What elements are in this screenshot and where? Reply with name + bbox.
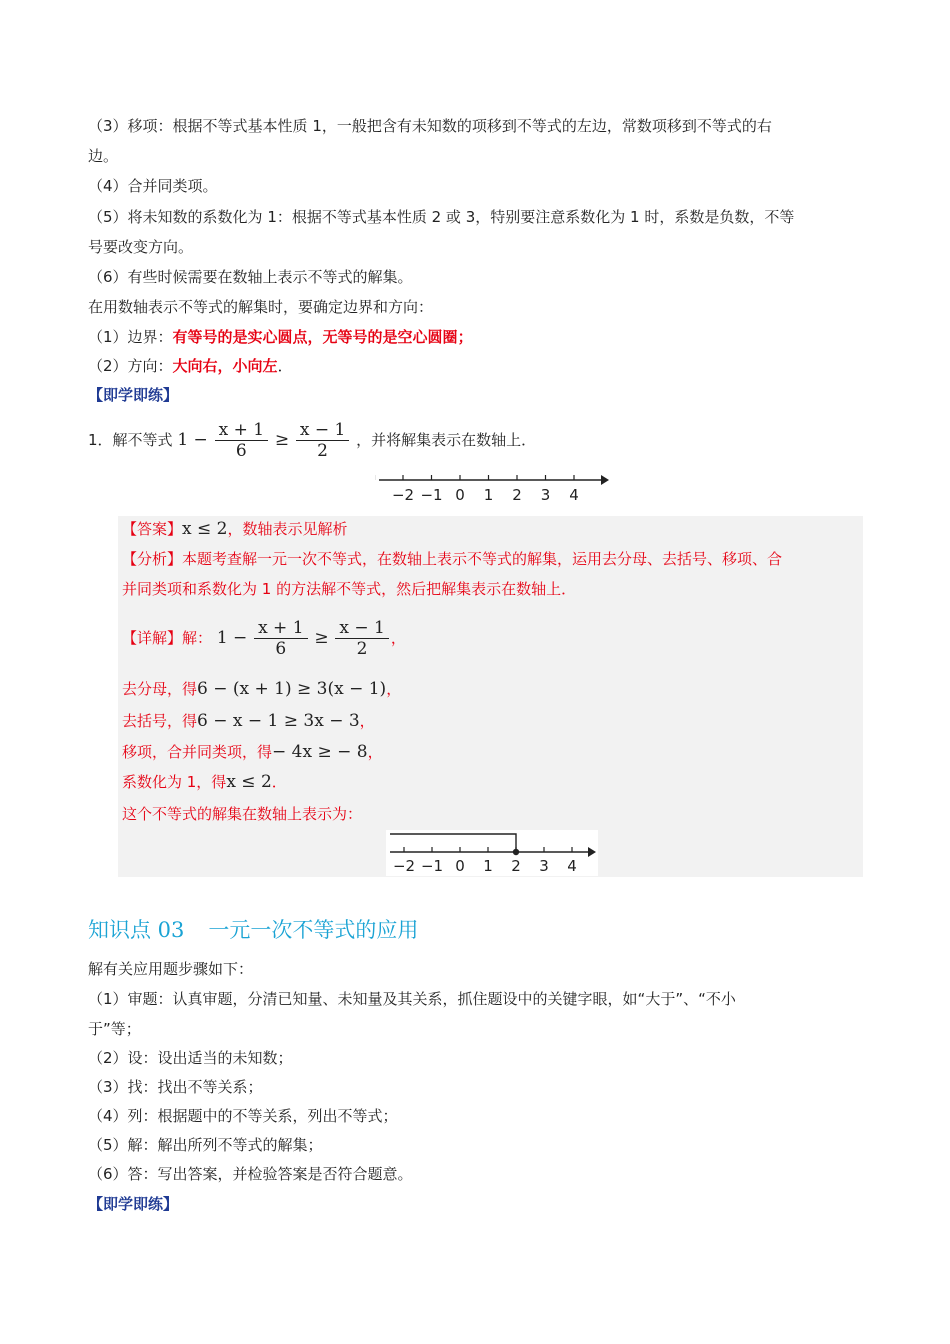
practice-label-2: 【即学即练】 xyxy=(88,1195,179,1213)
answer-tag: 【答案】 xyxy=(122,520,183,538)
boundary-label: （1）边界： xyxy=(88,328,173,346)
fraction-numerator: x + 1 xyxy=(215,420,268,441)
direction-rule xyxy=(88,352,868,380)
step-2-math: 6 − x − 1 ≥ 3x − 3 xyxy=(197,711,360,731)
result-text: 这个不等式的解集在数轴上表示为： xyxy=(122,805,363,823)
axis-tick-label: 3 xyxy=(539,857,549,875)
step-1-end: ， xyxy=(386,680,402,698)
app-step-6: （6）答：写出答案，并检验答案是否符合题意。 xyxy=(88,1165,413,1183)
step-1-text: 去分母，得 xyxy=(122,680,198,698)
detail-line xyxy=(122,616,902,660)
question-ge: ≥ xyxy=(274,430,290,450)
question-fraction-1 xyxy=(215,420,268,461)
boundary-rule xyxy=(88,323,868,351)
step-3-line-1: （3）移项：根据不等式基本性质 1，一般把含有未知数的项移到不等式的左边，常数项移到不等式的右 xyxy=(88,117,772,135)
app-step-3: （3）找：找出不等关系； xyxy=(88,1078,263,1096)
fraction-denominator: 6 xyxy=(235,441,247,461)
section-title: 一元一次不等式的应用 xyxy=(208,918,419,942)
practice-label-1: 【即学即练】 xyxy=(88,386,179,404)
fraction-denominator: 2 xyxy=(317,441,328,461)
axis-intro: 在用数轴表示不等式的解集时，要确定边界和方向： xyxy=(88,298,434,316)
app-step-4: （4）列：根据题中的不等关系，列出不等式； xyxy=(88,1107,398,1125)
fraction-numerator: x − 1 xyxy=(296,420,349,441)
answer-line xyxy=(122,515,902,543)
detail-comma: ， xyxy=(390,629,406,647)
number-line-solution xyxy=(386,830,598,876)
analysis-line-1 xyxy=(122,545,902,573)
app-step-1-line-1: （1）审题：认真审题，分清已知量、未知量及其关系，抓住题设中的关键字眼，如“大于”、“不小 xyxy=(88,990,736,1008)
answer-math: x ≤ 2 xyxy=(182,519,228,539)
step-3-end: ， xyxy=(367,743,383,761)
step-5-line-2: 号要改变方向。 xyxy=(88,238,194,256)
boundary-text: 有等号的是实心圆点，无等号的是空心圆圈 xyxy=(172,328,458,346)
question-one: 1 − xyxy=(177,430,208,450)
answer-text: ，数轴表示见解析 xyxy=(227,520,348,538)
axis-tick-label: 2 xyxy=(511,857,521,875)
step-6: （6）有些时候需要在数轴上表示不等式的解集。 xyxy=(88,268,413,286)
step-1-math: 6 − (x + 1) ≥ 3(x − 1) xyxy=(197,679,387,699)
axis-arrow xyxy=(601,475,609,485)
axis-tick-label: 0 xyxy=(455,857,465,875)
axis-tick-label: −2 xyxy=(391,486,415,504)
axis-tick-label: 1 xyxy=(483,486,494,504)
solve-step-4 xyxy=(122,768,902,796)
step-4: （4）合并同类项。 xyxy=(88,177,218,195)
app-step-5: （5）解：解出所列不等式的解集； xyxy=(88,1136,323,1154)
axis-tick-label: 3 xyxy=(540,486,551,504)
step-4-end: ． xyxy=(271,773,287,791)
axis-tick-label: −1 xyxy=(420,857,444,875)
fraction-numerator: x + 1 xyxy=(254,618,307,639)
axis-tick-label: −1 xyxy=(420,486,443,504)
detail-solve: 解： xyxy=(182,629,213,647)
fraction-denominator: 6 xyxy=(275,639,287,659)
axis-tick-label: 4 xyxy=(569,486,579,504)
app-intro: 解有关应用题步骤如下： xyxy=(88,960,254,978)
direction-text: 大向右，小向左 xyxy=(172,357,278,375)
solve-step-3 xyxy=(122,738,902,766)
detail-ge: ≥ xyxy=(314,628,329,648)
detail-one: 1 − xyxy=(216,628,248,648)
number-line-question xyxy=(375,466,610,508)
analysis-tag: 【分析】 xyxy=(122,550,183,568)
boundary-end: ； xyxy=(457,328,473,346)
axis-tick-label: −2 xyxy=(392,857,416,875)
detail-fraction-1 xyxy=(254,618,307,659)
app-step-1-line-2: 于”等； xyxy=(88,1020,141,1038)
fraction-numerator: x − 1 xyxy=(335,618,388,639)
step-3-text: 移项，合并同类项，得 xyxy=(122,743,273,761)
section-number: 知识点 03 xyxy=(88,918,185,942)
detail-tag: 【详解】 xyxy=(122,629,183,647)
solve-step-2 xyxy=(122,707,902,735)
axis-tick-label: 2 xyxy=(512,486,522,504)
question-1 xyxy=(88,418,868,462)
solve-step-1 xyxy=(122,675,902,703)
direction-label: （2）方向： xyxy=(88,357,173,375)
analysis-text-1: 本题考查解一元一次不等式，在数轴上表示不等式的解集，运用去分母、去括号、移项、合 xyxy=(182,550,783,568)
question-number: 1．解不等式 xyxy=(88,431,173,449)
fraction-denominator: 2 xyxy=(356,639,368,659)
detail-fraction-2 xyxy=(335,618,388,659)
question-fraction-2 xyxy=(296,420,349,461)
axis-tick-label: 0 xyxy=(455,486,465,504)
step-2-end: ， xyxy=(359,712,375,730)
axis-tick-label: 4 xyxy=(567,857,577,875)
question-tail: ，并将解集表示在数轴上． xyxy=(356,431,537,449)
step-4-math: x ≤ 2 xyxy=(226,772,272,792)
app-step-2: （2）设：设出适当的未知数； xyxy=(88,1049,293,1067)
axis-tick-label: 1 xyxy=(483,857,493,875)
step-3-math: − 4x ≥ − 8 xyxy=(272,742,368,762)
step-2-text: 去括号，得 xyxy=(122,712,198,730)
direction-end: ． xyxy=(277,357,293,375)
analysis-line-2: 并同类项和系数化为 1 的方法解不等式，然后把解集表示在数轴上． xyxy=(122,580,577,598)
section-heading xyxy=(88,912,418,948)
step-4-text: 系数化为 1，得 xyxy=(122,773,227,791)
step-3-line-2: 边。 xyxy=(88,147,119,165)
step-5-line-1: （5）将未知数的系数化为 1：根据不等式基本性质 2 或 3，特别要注意系数化为 1 时，系数是负数，不等 xyxy=(88,208,795,226)
